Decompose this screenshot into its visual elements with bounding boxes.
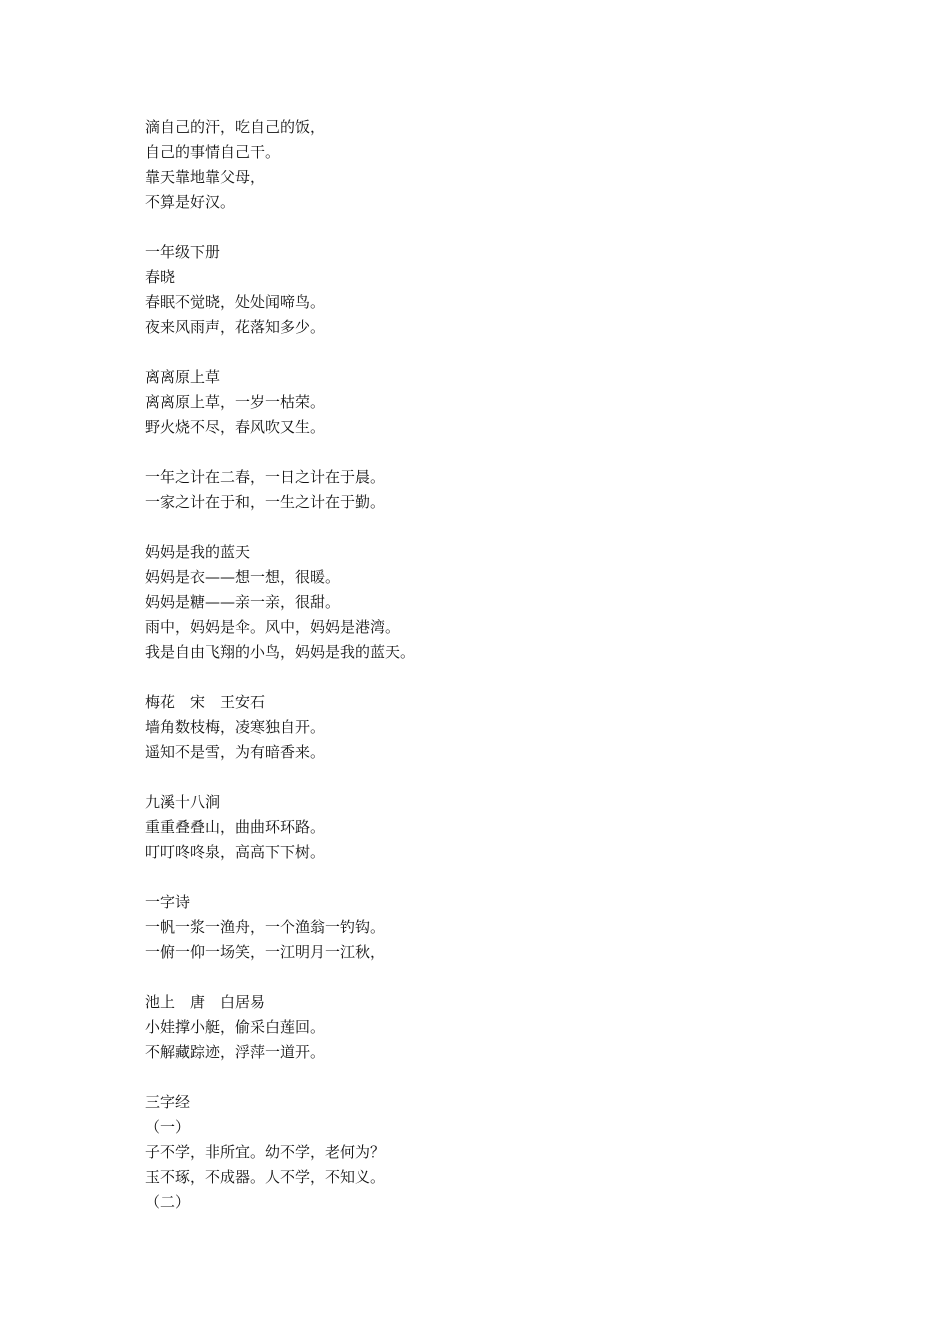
blank-line <box>145 440 845 465</box>
section-heading: 一年级下册 <box>145 243 221 261</box>
text-line: 叮叮咚咚泉，高高下下树。 <box>145 843 326 861</box>
blank-line <box>145 865 845 890</box>
poem-title: 三字经 <box>145 1093 191 1111</box>
text-line: 一年之计在二春，一日之计在于晨。 <box>145 468 386 486</box>
blank-line <box>145 965 845 990</box>
poem-title: 春晓 <box>145 268 176 286</box>
text-line: 滴自己的汗，吃自己的饭， <box>145 118 326 136</box>
text-line: 不解藏踪迹，浮萍一道开。 <box>145 1043 326 1061</box>
blank-line <box>145 765 845 790</box>
blank-line <box>145 665 845 690</box>
text-line: 墙角数枝梅，凌寒独自开。 <box>145 718 326 736</box>
text-line: 妈妈是衣——想一想，很暖。 <box>145 568 341 586</box>
text-line: 小娃撑小艇，偷采白莲回。 <box>145 1018 326 1036</box>
text-line: 夜来风雨声，花落知多少。 <box>145 318 326 336</box>
blank-line <box>145 515 845 540</box>
subsection-label: （一） <box>145 1118 191 1136</box>
text-line: 离离原上草，一岁一枯荣。 <box>145 393 326 411</box>
text-line: 春眠不觉晓，处处闻啼鸟。 <box>145 293 326 311</box>
poem-title: 梅花 宋 王安石 <box>145 693 266 711</box>
blank-line <box>145 340 845 365</box>
text-line: 我是自由飞翔的小鸟，妈妈是我的蓝天。 <box>145 643 416 661</box>
text-line: 重重叠叠山，曲曲环环路。 <box>145 818 326 836</box>
text-line: 子不学，非所宜。幼不学，老何为？ <box>145 1143 386 1161</box>
poem-title: 离离原上草 <box>145 368 221 386</box>
text-line: 自己的事情自己干。 <box>145 143 281 161</box>
subsection-label: （二） <box>145 1193 191 1211</box>
text-line: 雨中，妈妈是伞。风中，妈妈是港湾。 <box>145 618 401 636</box>
poem-title: 九溪十八涧 <box>145 793 221 811</box>
text-line: 不算是好汉。 <box>145 193 236 211</box>
text-line: 野火烧不尽，春风吹又生。 <box>145 418 326 436</box>
text-line: 一俯一仰一场笑，一江明月一江秋， <box>145 943 386 961</box>
document-page <box>145 115 845 1215</box>
text-line: 一帆一浆一渔舟，一个渔翁一钓钩。 <box>145 918 386 936</box>
poem-title: 妈妈是我的蓝天 <box>145 543 251 561</box>
text-line: 一家之计在于和，一生之计在于勤。 <box>145 493 386 511</box>
poem-title: 一字诗 <box>145 893 191 911</box>
text-line: 靠天靠地靠父母， <box>145 168 266 186</box>
poem-title: 池上 唐 白居易 <box>145 993 266 1011</box>
text-line: 妈妈是糖——亲一亲，很甜。 <box>145 593 341 611</box>
text-line: 玉不琢，不成器。人不学，不知义。 <box>145 1168 386 1186</box>
text-line: 遥知不是雪，为有暗香来。 <box>145 743 326 761</box>
blank-line <box>145 1065 845 1090</box>
blank-line <box>145 215 845 240</box>
